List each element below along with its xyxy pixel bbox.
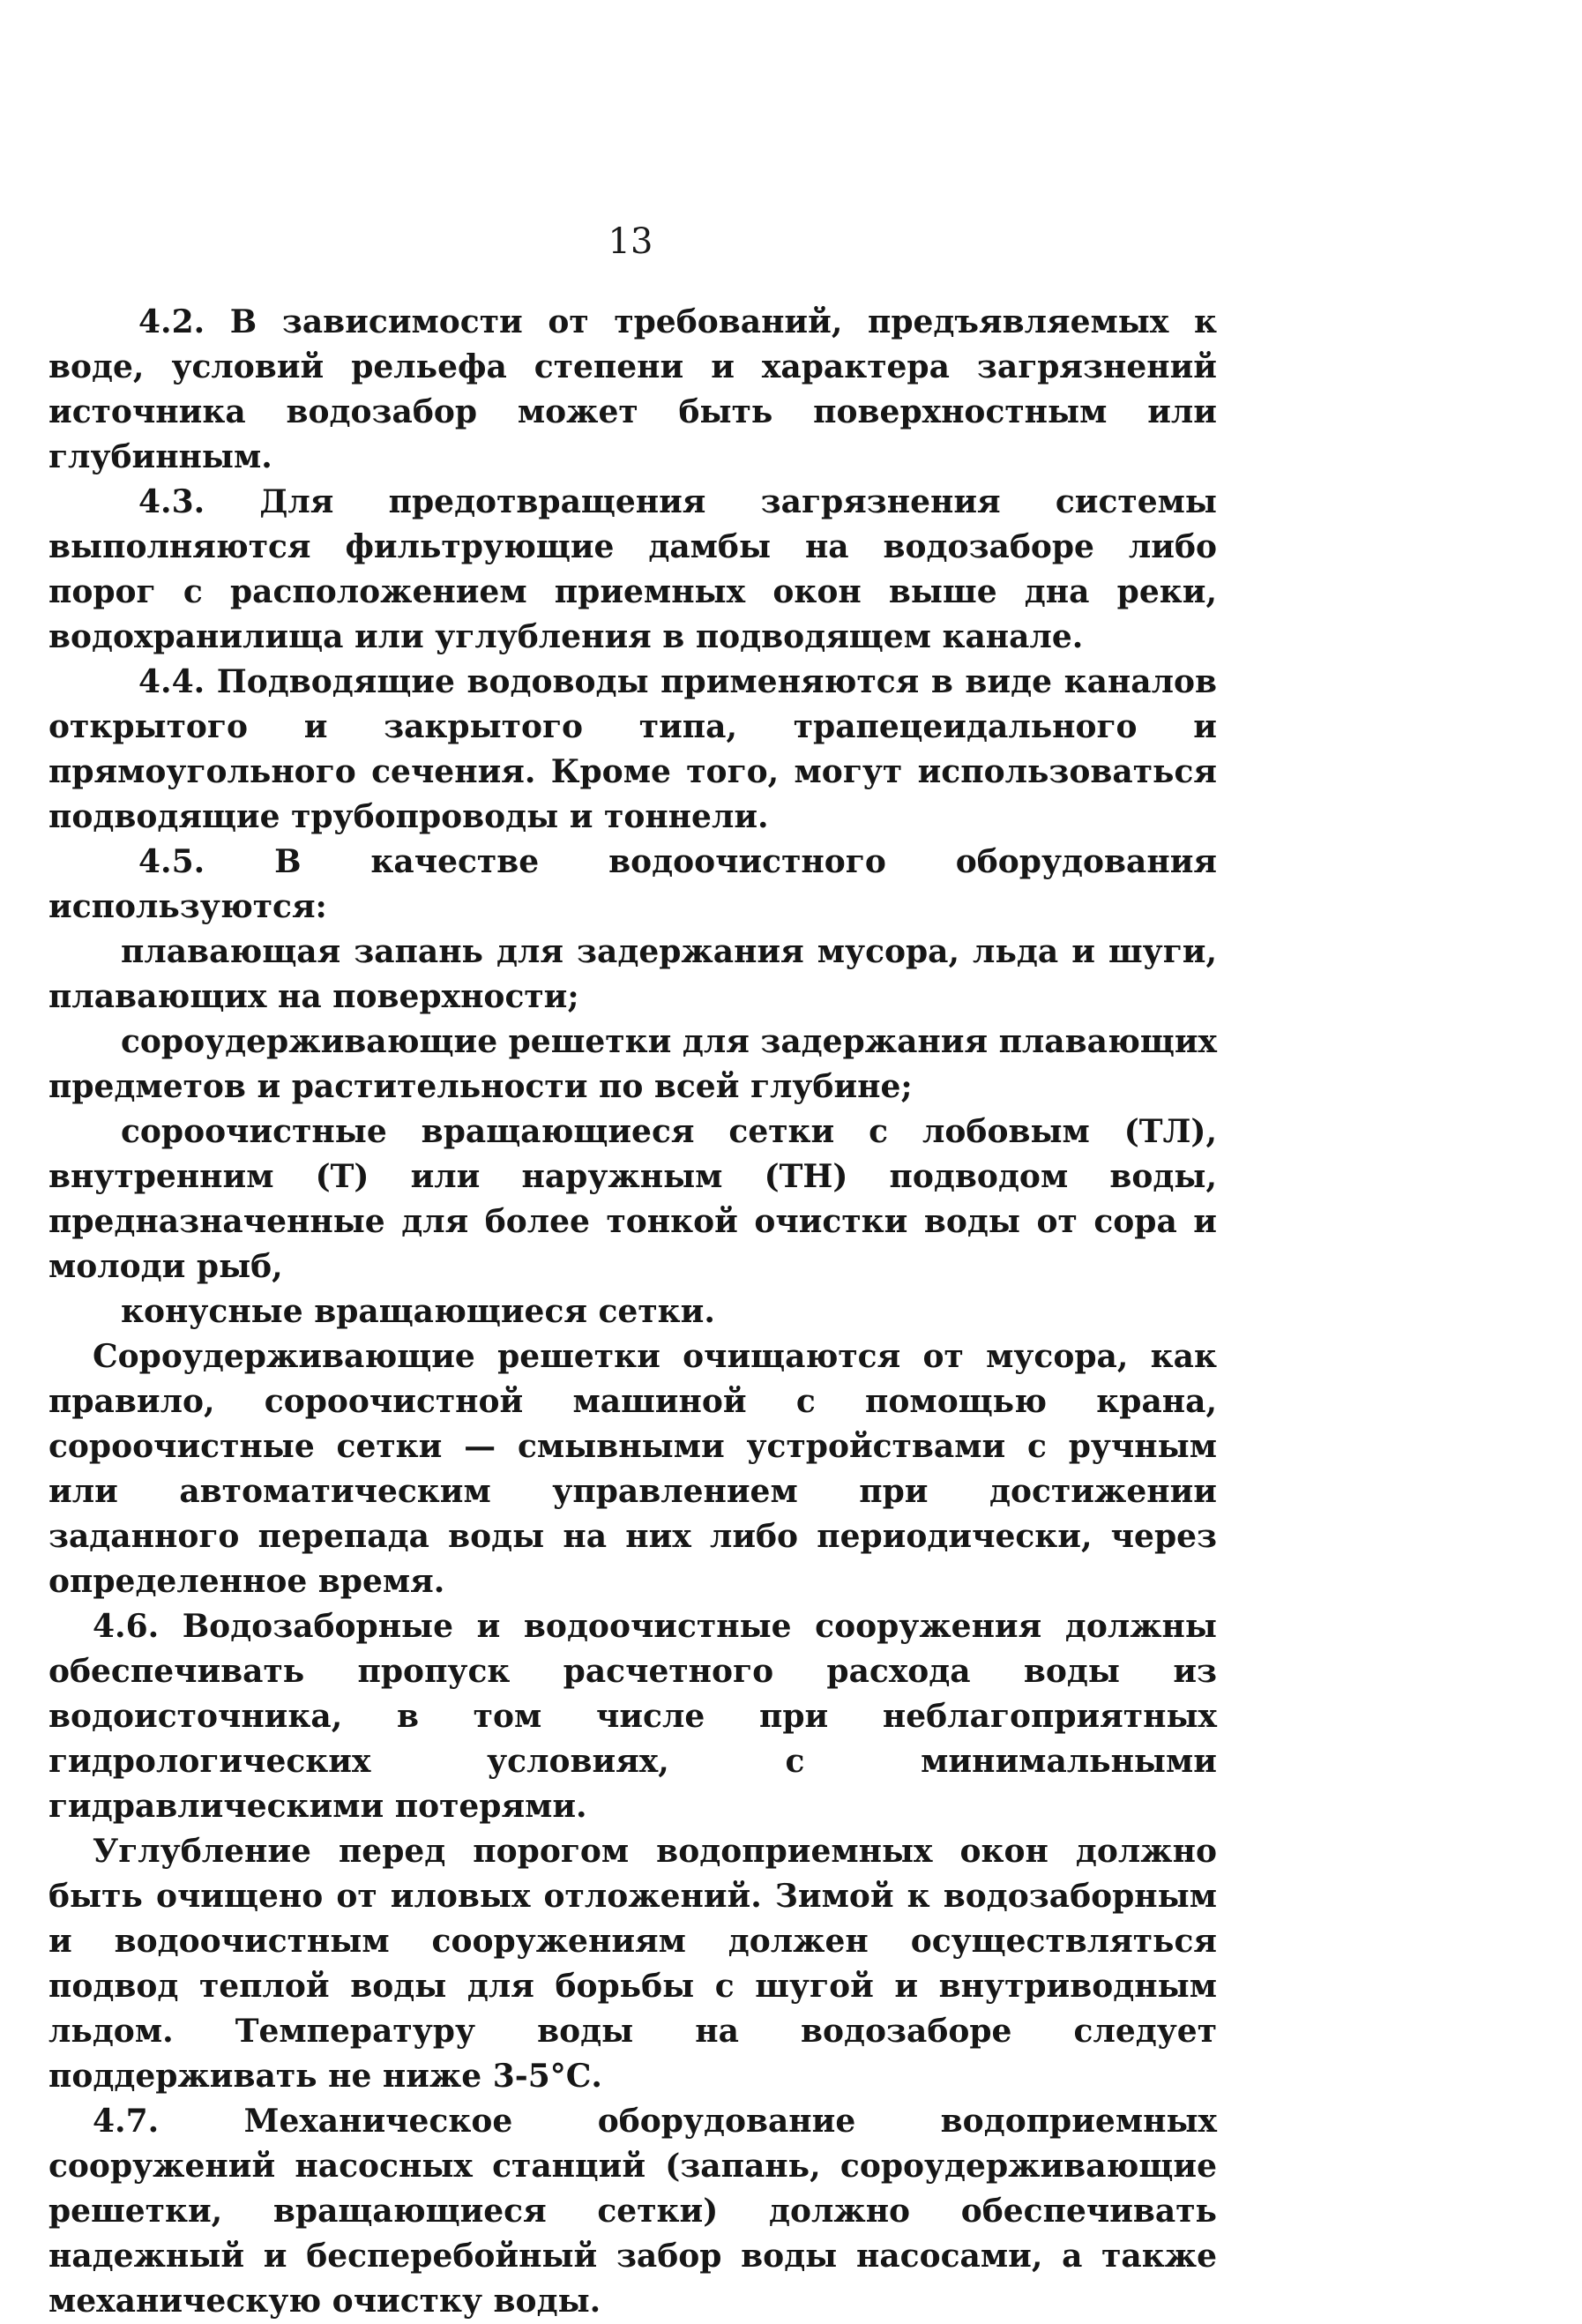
- paragraph-deepening: Углубление перед порогом водоприемных окон должно быть очищено от иловых отложений. Зимой к водозаборным и водоочистным сооружениям должен осуществляться подвод теплой воды для борьбы с шугой и внутриводным льдом. Температуру воды на водозаборе следует поддерживать не ниже 3-5°С.: [49, 1833, 1217, 2095]
- body-text: [49, 300, 1217, 2324]
- paragraph-4-3: 4.3. Для предотвращения загрязнения системы выполняются фильтрующие дамбы на водозаборе либо порог с расположением приемных окон выше дна реки, водохранилища или углубления в подводящем канале.: [49, 483, 1217, 655]
- paragraph-cleaning: Сороудерживающие решетки очищаются от мусора, как правило, сороочистной машиной с помощью крана, сороочистные сетки — смывными устройствами с ручным или автоматическим управлением при достижении заданного перепада воды на них либо периодически, через определенное время.: [49, 1338, 1217, 1600]
- paragraph-4-7: 4.7. Механическое оборудование водоприемных сооружений насосных станций (запань, сороудерживающие решетки, вращающиеся сетки) должно обеспечивать надежный и бесперебойный забор воды насосами, а также механическую очистку воды.: [49, 2103, 1217, 2320]
- list-item-cone-screens: конусные вращающиеся сетки.: [121, 1293, 715, 1330]
- page-number: 13: [608, 221, 653, 262]
- paragraph-4-2: 4.2. В зависимости от требований, предъявляемых к воде, условий рельефа степени и характера загрязнений источника водозабор может быть поверхностным или глубинным.: [49, 303, 1217, 475]
- list-item-boom: плавающая запань для задержания мусора, льда и шуги, плавающих на поверхности;: [49, 933, 1217, 1015]
- paragraph-4-4: 4.4. Подводящие водоводы применяются в виде каналов открытого и закрытого типа, трапецеидального и прямоугольного сечения. Кроме того, могут использоваться подводящие трубопроводы и тоннели.: [49, 663, 1217, 835]
- paragraph-4-6: 4.6. Водозаборные и водоочистные сооружения должны обеспечивать пропуск расчетного расхода воды из водоисточника, в том числе при неблагоприятных гидрологических условиях, с минимальными гидравлическими потерями.: [49, 1608, 1217, 1825]
- paragraph-4-5: 4.5. В качестве водоочистного оборудования используются:: [49, 843, 1217, 925]
- list-item-trash-racks: сороудерживающие решетки для задержания плавающих предметов и растительности по всей глубине;: [49, 1023, 1218, 1105]
- list-item-rotating-screens: сороочистные вращающиеся сетки с лобовым (ТЛ), внутренним (Т) или наружным (ТН) подводом воды, предназначенные для более тонкой очистки воды от сора и молоди рыб,: [49, 1113, 1217, 1285]
